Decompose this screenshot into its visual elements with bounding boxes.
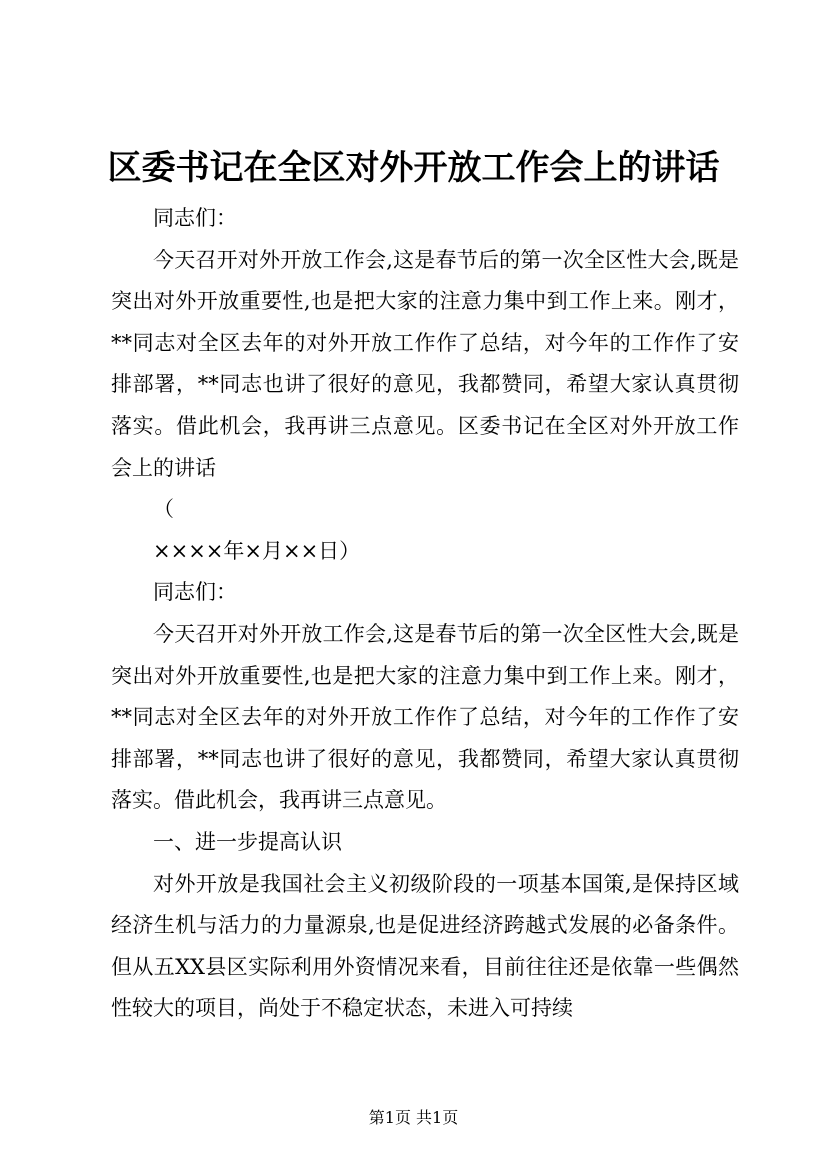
paragraph: 今天召开对外开放工作会,这是春节后的第一次全区性大会,既是突出对外开放重要性,也是把大家的注意力集中到工作上来。刚才，**同志对全区去年的对外开放工作作了总结，对今年的工作作了安排部署，**同志也讲了很好的意见，我都赞同，希望大家认真贯彻落实。借此机会，我再讲三点意见。 [111, 621, 739, 813]
paragraph: 对外开放是我国社会主义初级阶段的一项基本国策,是保持区域经济生机与活力的力量源泉,也是促进经济跨越式发展的必备条件。但从五XX县区实际利用外资情况来看，目前往往还是依靠一些偶然性较大的项目，尚处于不稳定状态，未进入可持续 [111, 871, 739, 1021]
document-body [111, 198, 739, 1030]
paragraph: 今天召开对外开放工作会,这是春节后的第一次全区性大会,既是突出对外开放重要性,也是把大家的注意力集中到工作上来。刚才，**同志对全区去年的对外开放工作作了总结，对今年的工作作了安排部署，**同志也讲了很好的意见，我都赞同，希望大家认真贯彻落实。借此机会，我再讲三点意见。区委书记在全区对外开放工作会上的讲话 [111, 247, 739, 480]
document-title: 区委书记在全区对外开放工作会上的讲话 [107, 148, 720, 188]
date-open-paren: （ [153, 497, 174, 522]
page-footer: 第1页 共1页 [368, 1108, 459, 1127]
section-heading: 一、进一步提高认识 [153, 829, 342, 854]
salutation: 同志们： [153, 206, 237, 230]
date-line: ××××年×月××日） [153, 538, 361, 563]
salutation: 同志们： [153, 580, 237, 605]
